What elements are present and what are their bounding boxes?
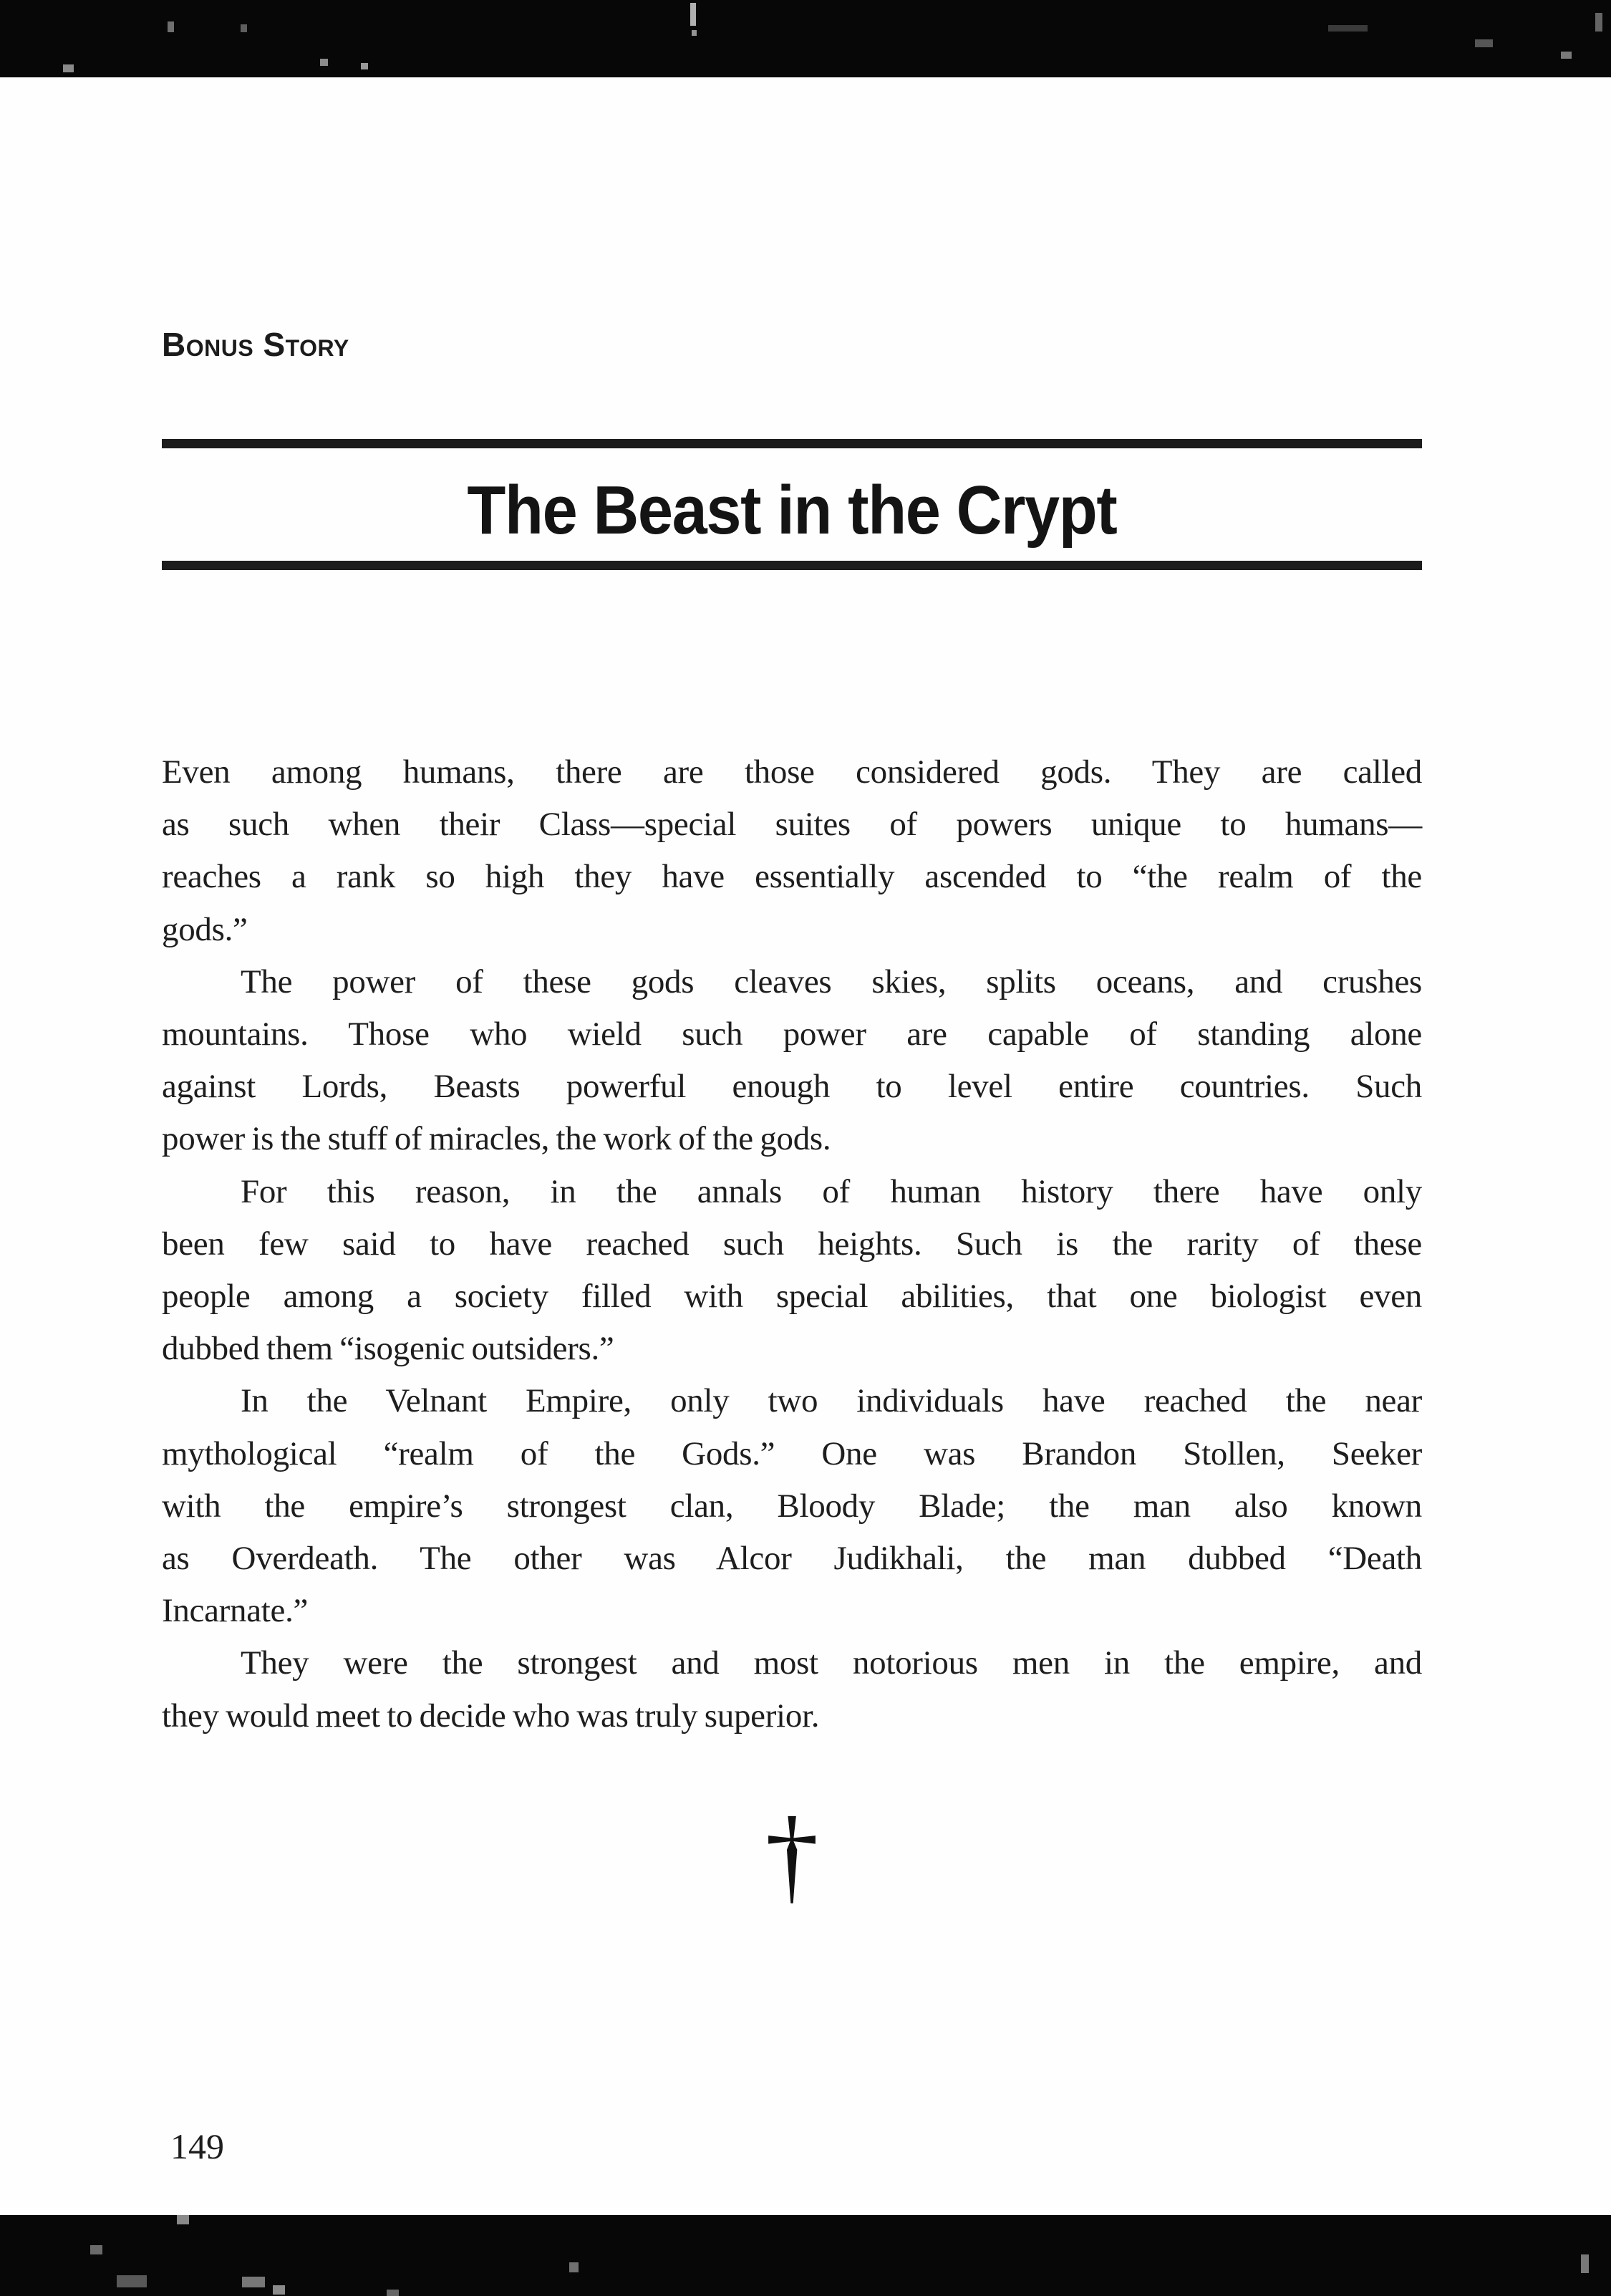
text-line: with the empire’s strongest clan, Bloody Blade; the man also known (162, 1487, 1422, 1525)
text-line: In the Velnant Empire, only two individuals have reached the near (241, 1382, 1422, 1420)
body-text (162, 746, 1422, 1742)
text-line: as such when their Class—special suites of powers unique to humans— (162, 806, 1422, 844)
text-line: mountains. Those who wield such power are capable of standing alone (162, 1016, 1422, 1053)
text-line: dubbed them “isogenic outsiders.” (162, 1330, 614, 1368)
text-line: Even among humans, there are those considered gods. They are called (162, 753, 1422, 791)
text-line: as Overdeath. The other was Alcor Judikhali, the man dubbed “Death (162, 1540, 1422, 1578)
scan-speck (361, 63, 368, 69)
scan-speck (1581, 2254, 1589, 2273)
text-line: They were the strongest and most notorious men in the empire, and (241, 1644, 1422, 1682)
scan-speck (117, 2275, 147, 2287)
scan-speck (1328, 25, 1368, 32)
scan-speck (1475, 39, 1493, 47)
scan-speck (273, 2285, 285, 2295)
bottom-scan-bar (0, 2215, 1611, 2296)
text-line: The power of these gods cleaves skies, splits oceans, and crushes (241, 963, 1422, 1000)
chapter-title: The Beast in the Crypt (467, 471, 1117, 549)
scan-speck (387, 2290, 399, 2296)
top-scan-bar (0, 0, 1611, 77)
page-number: 149 (170, 2126, 224, 2166)
scan-speck (569, 2262, 579, 2272)
scan-speck (63, 64, 74, 72)
text-line: mythological “realm of the Gods.” One was Brandon Stollen, Seeker (162, 1434, 1422, 1472)
scan-speck (177, 2215, 189, 2224)
text-line: they would meet to decide who was truly superior. (162, 1697, 820, 1735)
scan-speck (241, 24, 247, 32)
scan-speck (692, 30, 697, 36)
scan-speck (1595, 13, 1602, 32)
scan-speck (320, 59, 328, 66)
chapter-title-block (162, 445, 1422, 561)
text-line: power is the stuff of miracles, the work of the gods. (162, 1120, 831, 1158)
text-line: people among a society filled with special abilities, that one biologist even (162, 1278, 1422, 1316)
text-line: For this reason, in the annals of human history there have only (241, 1172, 1422, 1210)
scan-speck (168, 21, 174, 32)
text-line: reaches a rank so high they have essentially ascended to “the realm of the (162, 858, 1422, 896)
text-line: Incarnate.” (162, 1592, 309, 1630)
scan-speck (242, 2277, 265, 2287)
text-line: against Lords, Beasts powerful enough to level entire countries. Such (162, 1068, 1422, 1106)
scan-speck (1561, 52, 1572, 59)
text-line: gods.” (162, 910, 248, 948)
scan-speck (90, 2245, 102, 2254)
scan-speck (690, 3, 696, 26)
title-rule-bottom (162, 561, 1422, 570)
text-line: been few said to have reached such heights. Such is the rarity of these (162, 1225, 1422, 1263)
section-divider-dagger-icon: † (765, 1795, 819, 1914)
bonus-story-label: Bonus Story (162, 326, 349, 363)
